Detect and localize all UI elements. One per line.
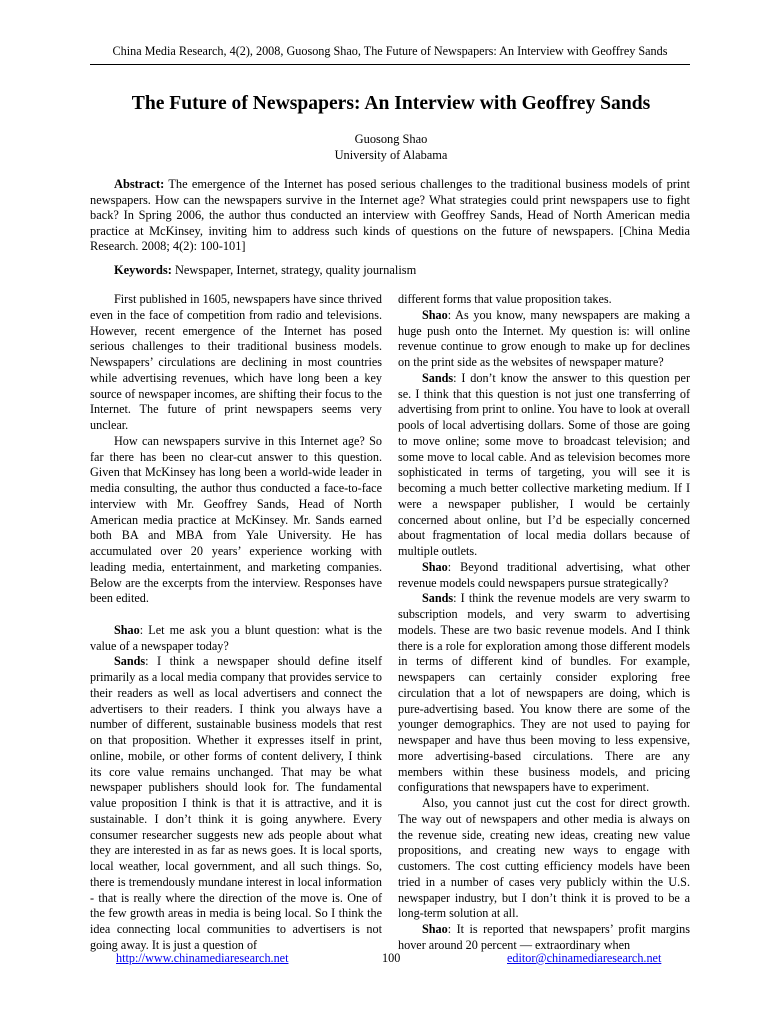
keywords-label: Keywords: [114, 263, 172, 277]
speaker-shao: Shao [114, 622, 140, 637]
email-link[interactable]: editor@chinamediaresearch.net [507, 951, 662, 965]
question-2 [398, 308, 690, 371]
author-affiliation: University of Alabama [334, 148, 448, 162]
intro-paragraph-2: How can newspapers survive in this Internet age? So far there has been no clear-cut answer to this question. Given that McKinsey has long been a world-wide leader in media consulting, the author thus conducted a face-to-face interview with Mr. Geoffrey Sands, Head of North American media practice at McKinsey. Mr. Sands earned both BA and MBA from Yale University. He has accumulated over 20 years’ experience working with leading media, entertainment, and marketing companies. Below are the excerpts from the interview. Responses have been edited. [90, 433, 382, 606]
article-title: The Future of Newspapers: An Interview with Geoffrey Sands [131, 93, 651, 114]
answer-1-text: : I think a newspaper should define itself primarily as a local media company that provides service to their readers as well as local advertisers and connect the advertisers to their readers. I think you always have a number of different, sustainable business models that rest on that proposition. Whether it expresses itself in print, online, mobile, or other forms of content delivery, I think its core value remains unchanged. That may be what newspaper publishers should look for. The fundamental value proposition I think is that it is attractive, and it is sustainable. I don’t think it is going anywhere. Every consumer researcher suggests new ads people about what they are interested in as far as news goes. It is local sports, local weather, local government, and all such things. So, there is tremendously mundane interest in local information - that is really where the direction of the move is. One of the few growth areas in media is being local. So I think the idea connecting local communities to advertisers is not going away. It is just a question of [90, 654, 382, 952]
speaker-sands: Sands [114, 654, 146, 669]
abstract [90, 177, 690, 255]
keywords [90, 263, 690, 278]
header-rule [90, 64, 690, 65]
question-2-text: : As you know, many newspapers are making a huge push onto the Internet. My question is: will online revenue continue to grow enough to make up for declines on the print side as the websites of newspaper mature? [398, 307, 690, 369]
speaker-shao: Shao [422, 307, 448, 322]
speaker-shao: Shao [422, 922, 448, 936]
question-1 [90, 623, 382, 655]
answer-3-continued: Also, you cannot just cut the cost for direct growth. The way out of newspapers and other media is always on the revenue side, creating new ideas, creating new value propositions, and creating new ways to engage with customers. The cost cutting efficiency models have been tried in a number of cases very publicly within the U.S. newspaper industry, but I don’t think it is proved to be a long-term solution at all. [398, 796, 690, 921]
speaker-sands: Sands [422, 591, 454, 606]
speaker-shao: Shao [422, 559, 448, 574]
answer-3-text: : I think the revenue models are very swarm to subscription models, and very swarm to advertising models. These are two basic revenue models. And I think there is a role for exploration among those different models in terms of different kind of bundles. For example, newspapers can certainly consider exploring free circulation that a lot of newspapers are doing, which is pure-advertising based. You know there are some of the younger demographics. They are not used to paying for newspaper and have thus been moving to less expensive, more advertising-based circulations. There are any members within these business models, and pricing configurations that newspapers have to experiment. [398, 591, 690, 795]
answer-1 [90, 654, 382, 953]
footer-email[interactable] [507, 951, 661, 966]
author-name: Guosong Shao [354, 132, 428, 146]
continued-text: different forms that value proposition takes. [398, 292, 612, 306]
keywords-text: Newspaper, Internet, strategy, quality journalism [174, 263, 417, 277]
answer-2-text: : I don’t know the answer to this question per se. I think that this question is not just one transferring of advertising from print to online. You have to look at overall pools of local advertising dollars. Some of those are going to move online; some move to broadcast television; and some move to local cable. And as television becomes more sophisticated in terms of targeting, you will see it is becoming a much better collective marketing medium. If I were a newspaper publisher, I would be certainly concerned about online, but I’d be especially concerned about fragmentation of local media dollars because of multiple outlets. [398, 370, 690, 558]
question-4-text: : It is reported that newspapers’ profit margins hover around 20 percent — extraordinary when [398, 922, 690, 952]
question-3 [398, 560, 690, 592]
footer-url[interactable] [116, 951, 288, 966]
left-column [90, 292, 382, 954]
question-4 [398, 922, 690, 954]
author-block [0, 131, 782, 163]
abstract-label: Abstract: [114, 177, 165, 191]
answer-3 [398, 591, 690, 796]
answer-2 [398, 371, 690, 560]
intro-paragraph-1: First published in 1605, newspapers have since thrived even in the face of competition from radio and televisions. However, recent emergence of the Internet has posed serious challenges to their traditional business models. Newspapers’ circulations are declining in most countries while advertising revenues, which have long been a key source of newspaper incomes, are shifting their focus to the Internet. The future of print newspapers seems very unclear. [90, 292, 382, 432]
question-1-text: : Let me ask you a blunt question: what is the value of a newspaper today? [90, 622, 382, 653]
question-3-text: : Beyond traditional advertising, what other revenue models could newspapers pursue strategically? [398, 559, 690, 590]
website-link[interactable]: http://www.chinamediaresearch.net [116, 951, 289, 965]
right-column [398, 292, 690, 954]
speaker-sands: Sands [422, 370, 454, 385]
running-header: China Media Research, 4(2), 2008, Guosong Shao, The Future of Newspapers: An Interview with Geoffrey Sands [112, 44, 668, 58]
abstract-text: The emergence of the Internet has posed serious challenges to the traditional business models of print newspapers. How can the newspapers survive in the Internet age? What strategies could print newspapers use to fight back? In Spring 2006, the author thus conducted an interview with Geoffrey Sands, Head of North American media practice at McKinsey, inviting him to address such kinds of questions on the future of newspapers. [China Media Research. 2008; 4(2): 100-101] [90, 177, 690, 254]
page-number: 100 [382, 951, 401, 965]
